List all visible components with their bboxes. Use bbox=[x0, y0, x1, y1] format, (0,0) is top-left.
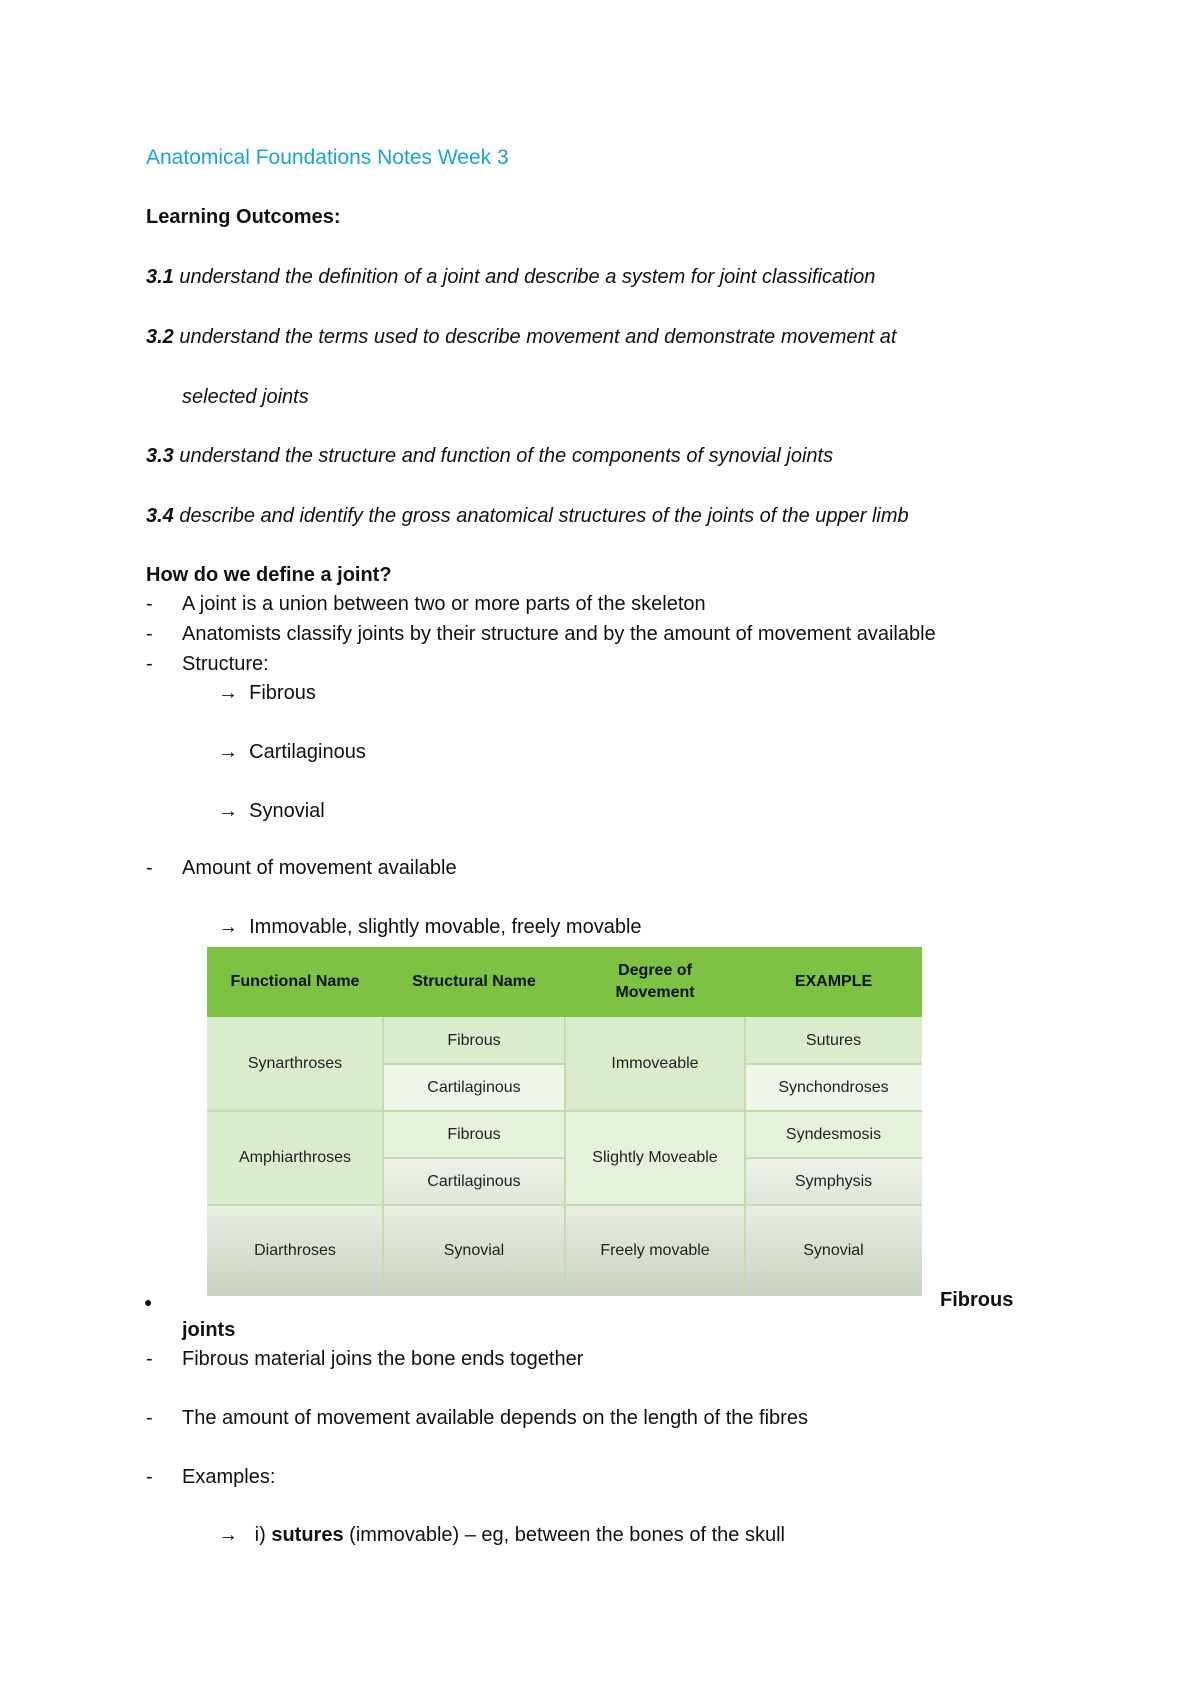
define-item: Anatomists classify joints by their structure and by the amount of movement available bbox=[182, 623, 936, 645]
arrow-icon: → bbox=[218, 1524, 238, 1546]
structure-item: → Synovial bbox=[218, 800, 325, 822]
table-header: EXAMPLE bbox=[745, 947, 922, 1017]
table-cell-functional: Amphiarthroses bbox=[207, 1111, 383, 1205]
joint-classification-table bbox=[207, 947, 922, 1296]
table-divider bbox=[745, 1063, 922, 1065]
arrow-icon: → bbox=[218, 800, 238, 822]
table-cell-functional: Diarthroses bbox=[207, 1205, 383, 1296]
fibrous-item: Fibrous material joins the bone ends together bbox=[182, 1348, 584, 1370]
table-cell-example: Synovial bbox=[745, 1205, 922, 1296]
table-header: Degree of Movement bbox=[565, 947, 745, 1017]
table-divider bbox=[745, 1157, 922, 1159]
outcome-number: 3.1 bbox=[146, 266, 174, 288]
outcome-number: 3.4 bbox=[146, 505, 174, 527]
table-cell-example: Sutures bbox=[745, 1017, 922, 1064]
page-title: Anatomical Foundations Notes Week 3 bbox=[146, 146, 509, 169]
table-cell-structural: Fibrous bbox=[383, 1111, 565, 1158]
arrow-icon: → bbox=[218, 682, 238, 704]
table-cell-degree: Freely movable bbox=[565, 1205, 745, 1296]
outcome-text: describe and identify the gross anatomical structures of the joints of the upper limb bbox=[179, 505, 909, 527]
table-cell-degree: Immoveable bbox=[565, 1017, 745, 1111]
structure-item: → Fibrous bbox=[218, 682, 316, 704]
dash-marker: - bbox=[146, 1407, 153, 1429]
fibrous-item: Examples: bbox=[182, 1466, 276, 1488]
table-cell-example: Syndesmosis bbox=[745, 1111, 922, 1158]
structure-item: → Cartilaginous bbox=[218, 741, 366, 763]
example-item: → i) sutures (immovable) – eg, between the bones of the skull bbox=[218, 1524, 785, 1546]
table-header: Structural Name bbox=[383, 947, 565, 1017]
fibrous-heading: Fibrous bbox=[940, 1289, 1014, 1311]
dash-marker: - bbox=[146, 623, 153, 645]
dash-marker: - bbox=[146, 653, 153, 675]
dash-marker: - bbox=[146, 593, 153, 615]
movement-item: Amount of movement available bbox=[182, 857, 457, 879]
table-divider bbox=[207, 1204, 922, 1206]
dash-marker: - bbox=[146, 1348, 153, 1370]
outcome-3-2-continuation: selected joints bbox=[182, 386, 309, 408]
table-divider bbox=[207, 1110, 922, 1112]
define-item: Structure: bbox=[182, 653, 269, 675]
dash-marker: - bbox=[146, 857, 153, 879]
table-header: Functional Name bbox=[207, 947, 383, 1017]
table-cell-structural: Fibrous bbox=[383, 1017, 565, 1064]
fibrous-heading-continuation: joints bbox=[182, 1319, 236, 1341]
movement-types: → Immovable, slightly movable, freely movable bbox=[218, 916, 642, 938]
outcome-text: understand the definition of a joint and describe a system for joint classification bbox=[179, 266, 876, 288]
learning-outcomes-heading: Learning Outcomes: bbox=[146, 206, 341, 228]
table-cell-example: Synchondroses bbox=[745, 1064, 922, 1111]
outcome-number: 3.2 bbox=[146, 326, 174, 348]
outcome-text: understand the terms used to describe movement and demonstrate movement at bbox=[179, 326, 897, 348]
arrow-icon: → bbox=[218, 916, 238, 938]
table-cell-degree: Slightly Moveable bbox=[565, 1111, 745, 1205]
dash-marker: - bbox=[146, 1466, 153, 1488]
outcome-3-1 bbox=[146, 266, 875, 289]
outcome-number: 3.3 bbox=[146, 445, 174, 467]
outcome-3-3 bbox=[146, 445, 833, 468]
table-divider bbox=[383, 1157, 565, 1159]
bullet-icon: ● bbox=[144, 1294, 153, 1310]
fibrous-item: The amount of movement available depends on the length of the fibres bbox=[182, 1407, 808, 1429]
table-divider bbox=[383, 1063, 565, 1065]
outcome-3-4 bbox=[146, 505, 909, 528]
table-cell-structural: Synovial bbox=[383, 1205, 565, 1296]
table-cell-functional: Synarthroses bbox=[207, 1017, 383, 1111]
outcome-text: understand the structure and function of the components of synovial joints bbox=[179, 445, 834, 467]
define-item: A joint is a union between two or more parts of the skeleton bbox=[182, 593, 706, 615]
outcome-3-2 bbox=[146, 326, 896, 349]
arrow-icon: → bbox=[218, 741, 238, 763]
table-cell-structural: Cartilaginous bbox=[383, 1064, 565, 1111]
table-cell-example: Symphysis bbox=[745, 1158, 922, 1205]
table-cell-structural: Cartilaginous bbox=[383, 1158, 565, 1205]
define-joint-heading: How do we define a joint? bbox=[146, 564, 392, 586]
